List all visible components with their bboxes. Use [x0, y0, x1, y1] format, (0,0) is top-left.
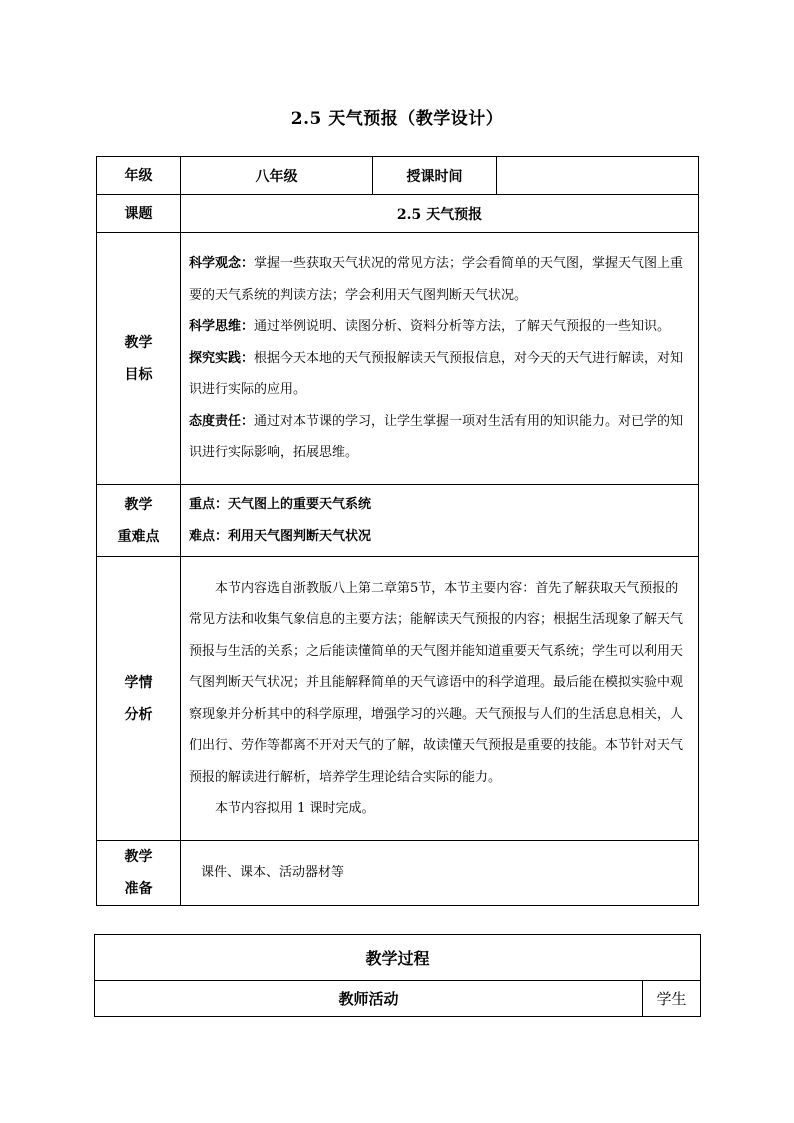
- key-points-row: [97, 485, 699, 557]
- analysis-row: [97, 557, 699, 841]
- prep-row: [97, 841, 699, 906]
- prep-content: 课件、课本、活动器材等: [181, 841, 699, 906]
- prep-label: [97, 841, 181, 906]
- process-title: 教学过程: [95, 935, 701, 981]
- key-focus: 重点：天气图上的重要天气系统: [189, 497, 372, 512]
- lesson-info-table: [96, 156, 699, 906]
- analysis-content: [181, 557, 699, 841]
- key-points-content: [181, 485, 699, 557]
- objective-text: 掌握一些获取天气状况的常见方法；学会看简单的天气图，掌握天气图上重要的天气系统的判读方法；学会利用天气图判断天气状况。: [189, 256, 684, 303]
- topic-label: 课题: [97, 195, 181, 233]
- objective-text: 根据今天本地的天气预报解读天气预报信息，对今天的天气进行解读，对知识进行实际的应用。: [189, 350, 684, 398]
- analysis-paragraph: 本节内容选自浙教版八上第二章第5节，本节主要内容：首先了解获取天气预报的常见方法和收集气象信息的主要方法；能解读天气预报的内容；根据生活现象了解天气预报与生活的关系；之后能读懂简单的天气图并能知道重要天气系统；学生可以利用天气图判断天气状况；并且能解释简单的天气谚语中的科学道理。最后能在模拟实验中观察现象并分析其中的科学原理，增强学习的兴趣。天气预报与人们的生活息息相关，人们出行、劳作等都离不开对天气的了解，故读懂天气预报是重要的技能。本节针对天气预报的解读进行解析，培养学生理论结合实际的能力。: [189, 580, 684, 785]
- prep-label-line-1: 教学: [124, 849, 153, 865]
- topic-row: [97, 195, 699, 233]
- objective-key: 科学思维：: [189, 319, 255, 335]
- objectives-label-line-2: 目标: [124, 366, 153, 383]
- prep-label-line-2: 准备: [124, 881, 153, 897]
- objectives-label: [97, 233, 181, 485]
- analysis-label-line-1: 学情: [124, 674, 153, 691]
- process-header-row: [95, 981, 701, 1017]
- objective-key: 科学观念：: [189, 256, 255, 272]
- objective-key: 态度责任：: [189, 413, 255, 429]
- process-title-row: [95, 935, 701, 981]
- objectives-label-line-1: 教学: [124, 334, 153, 351]
- key-points-label: [97, 485, 181, 557]
- key-points-label-line-1: 教学: [124, 496, 153, 513]
- objectives-row: [97, 233, 699, 485]
- teaching-process-table: [94, 934, 701, 1017]
- objective-key: 探究实践：: [189, 350, 255, 366]
- key-difficulty: 难点：利用天气图判断天气状况: [189, 528, 372, 544]
- objectives-content: [181, 233, 699, 485]
- teacher-activity-header: 教师活动: [95, 981, 643, 1017]
- document-title: 2.5 天气预报（教学设计）: [290, 109, 504, 129]
- grade-label: 年级: [97, 157, 181, 195]
- analysis-label-line-2: 分析: [124, 706, 153, 723]
- analysis-label: [97, 557, 181, 841]
- time-label: 授课时间: [373, 157, 497, 195]
- grade-row: [97, 157, 699, 195]
- key-points-label-line-2: 重难点: [117, 528, 160, 545]
- student-header: 学生: [643, 981, 701, 1017]
- grade-value: 八年级: [181, 157, 373, 195]
- analysis-duration: 本节内容拟用 1 课时完成。: [215, 801, 375, 816]
- time-value: [497, 157, 699, 195]
- objective-concept: [189, 248, 689, 311]
- objective-text: 通过对本节课的学习，让学生掌握一项对生活有用的知识能力。对已学的知识进行实际影响，拓展思维。: [189, 413, 684, 461]
- topic-value: 2.5 天气预报: [181, 195, 699, 233]
- objective-attitude: [189, 406, 689, 469]
- objective-thinking: [189, 311, 689, 343]
- objective-text: 通过举例说明、读图分析、资料分析等方法，了解天气预报的一些知识。: [254, 319, 671, 335]
- objective-practice: [189, 343, 689, 406]
